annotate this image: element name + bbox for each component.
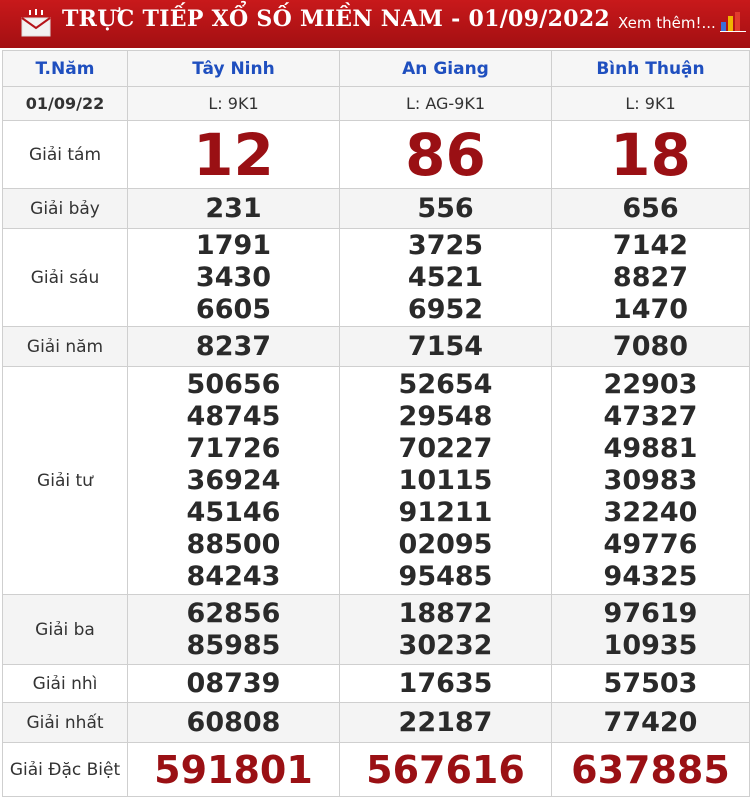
prize-label: Giải Đặc Biệt bbox=[3, 743, 128, 797]
prize-row bbox=[3, 189, 750, 229]
winning-number: 6952 bbox=[407, 293, 484, 325]
prize-cell bbox=[340, 229, 552, 327]
prize-label: Giải bảy bbox=[3, 189, 128, 229]
prize-cell bbox=[128, 229, 340, 327]
prize-row bbox=[3, 327, 750, 367]
lot-code: L: 9K1 bbox=[128, 87, 340, 121]
prize-cell bbox=[128, 189, 340, 229]
prize-cell bbox=[552, 367, 750, 595]
winning-number: 97619 bbox=[603, 597, 698, 629]
winning-number: 30983 bbox=[603, 464, 698, 496]
winning-number: 57503 bbox=[603, 667, 698, 699]
winning-number: 86 bbox=[405, 120, 486, 189]
winning-number: 32240 bbox=[603, 496, 698, 528]
prize-cell bbox=[340, 703, 552, 743]
prize-cell bbox=[552, 595, 750, 665]
page-title: TRỰC TIẾP XỔ SỐ MIỀN NAM - 01/09/2022 bbox=[62, 6, 611, 32]
winning-number: 3430 bbox=[195, 261, 272, 293]
province-name[interactable]: An Giang bbox=[340, 51, 552, 87]
prize-row bbox=[3, 703, 750, 743]
winning-number: 49881 bbox=[603, 432, 698, 464]
province-name[interactable]: Tây Ninh bbox=[128, 51, 340, 87]
winning-number: 8827 bbox=[612, 261, 689, 293]
winning-number: 10935 bbox=[603, 629, 698, 661]
winning-number: 18 bbox=[610, 120, 691, 189]
prize-row bbox=[3, 743, 750, 797]
prize-label: Giải tám bbox=[3, 121, 128, 189]
province-name[interactable]: Bình Thuận bbox=[552, 51, 750, 87]
prize-cell bbox=[340, 189, 552, 229]
winning-number: 7154 bbox=[407, 330, 484, 362]
prize-cell bbox=[340, 665, 552, 703]
prize-cell bbox=[128, 743, 340, 797]
prize-cell bbox=[552, 743, 750, 797]
winning-number: 52654 bbox=[398, 368, 493, 400]
winning-number: 91211 bbox=[398, 496, 493, 528]
prize-cell bbox=[128, 703, 340, 743]
prize-row bbox=[3, 367, 750, 595]
winning-number: 231 bbox=[205, 192, 262, 224]
prize-cell bbox=[552, 665, 750, 703]
winning-number: 591801 bbox=[154, 747, 313, 792]
results-table bbox=[2, 50, 750, 797]
winning-number: 71726 bbox=[186, 432, 281, 464]
winning-number: 30232 bbox=[398, 629, 493, 661]
prize-label: Giải nhì bbox=[3, 665, 128, 703]
winning-number: 22903 bbox=[603, 368, 698, 400]
winning-number: 1470 bbox=[612, 293, 689, 325]
lot-code: L: 9K1 bbox=[552, 87, 750, 121]
prize-cell bbox=[552, 703, 750, 743]
winning-number: 567616 bbox=[366, 747, 525, 792]
see-more-link[interactable]: Xem thêm!... bbox=[618, 14, 716, 32]
winning-number: 62856 bbox=[186, 597, 281, 629]
prize-cell bbox=[128, 367, 340, 595]
prize-label: Giải nhất bbox=[3, 703, 128, 743]
winning-number: 10115 bbox=[398, 464, 493, 496]
winning-number: 77420 bbox=[603, 706, 698, 738]
winning-number: 02095 bbox=[398, 528, 493, 560]
prize-label: Giải ba bbox=[3, 595, 128, 665]
page-header bbox=[0, 0, 750, 48]
winning-number: 70227 bbox=[398, 432, 493, 464]
prize-cell bbox=[128, 665, 340, 703]
weekday-header: T.Năm bbox=[3, 51, 128, 87]
prize-row bbox=[3, 229, 750, 327]
prize-cell bbox=[128, 121, 340, 189]
prize-cell bbox=[128, 327, 340, 367]
winning-number: 45146 bbox=[186, 496, 281, 528]
bar-chart-icon[interactable] bbox=[720, 10, 746, 32]
draw-date: 01/09/22 bbox=[3, 87, 128, 121]
winning-number: 12 bbox=[193, 120, 274, 189]
prize-label: Giải năm bbox=[3, 327, 128, 367]
winning-number: 29548 bbox=[398, 400, 493, 432]
prize-cell bbox=[340, 595, 552, 665]
winning-number: 6605 bbox=[195, 293, 272, 325]
winning-number: 8237 bbox=[195, 330, 272, 362]
prize-cell bbox=[128, 595, 340, 665]
prize-label: Giải tư bbox=[3, 367, 128, 595]
winning-number: 08739 bbox=[186, 667, 281, 699]
prize-cell bbox=[340, 743, 552, 797]
winning-number: 1791 bbox=[195, 229, 272, 261]
winning-number: 7142 bbox=[612, 229, 689, 261]
prize-row bbox=[3, 665, 750, 703]
prize-label: Giải sáu bbox=[3, 229, 128, 327]
prize-row bbox=[3, 595, 750, 665]
winning-number: 84243 bbox=[186, 560, 281, 592]
winning-number: 94325 bbox=[603, 560, 698, 592]
winning-number: 50656 bbox=[186, 368, 281, 400]
winning-number: 49776 bbox=[603, 528, 698, 560]
lot-code-row bbox=[3, 87, 750, 121]
prize-cell bbox=[340, 121, 552, 189]
lot-code: L: AG-9K1 bbox=[340, 87, 552, 121]
winning-number: 85985 bbox=[186, 629, 281, 661]
winning-number: 88500 bbox=[186, 528, 281, 560]
winning-number: 60808 bbox=[186, 706, 281, 738]
prize-cell bbox=[552, 189, 750, 229]
prize-cell bbox=[340, 367, 552, 595]
winning-number: 3725 bbox=[407, 229, 484, 261]
winning-number: 18872 bbox=[398, 597, 493, 629]
prize-cell bbox=[552, 327, 750, 367]
winning-number: 656 bbox=[622, 192, 679, 224]
winning-number: 17635 bbox=[398, 667, 493, 699]
winning-number: 48745 bbox=[186, 400, 281, 432]
winning-number: 22187 bbox=[398, 706, 493, 738]
winning-number: 47327 bbox=[603, 400, 698, 432]
winning-number: 4521 bbox=[407, 261, 484, 293]
province-header-row bbox=[3, 51, 750, 87]
prize-cell bbox=[340, 327, 552, 367]
winning-number: 556 bbox=[417, 192, 474, 224]
envelope-icon[interactable] bbox=[20, 8, 52, 38]
prize-row bbox=[3, 121, 750, 189]
winning-number: 7080 bbox=[612, 330, 689, 362]
prize-cell bbox=[552, 121, 750, 189]
winning-number: 95485 bbox=[398, 560, 493, 592]
prize-cell bbox=[552, 229, 750, 327]
winning-number: 36924 bbox=[186, 464, 281, 496]
winning-number: 637885 bbox=[571, 747, 730, 792]
